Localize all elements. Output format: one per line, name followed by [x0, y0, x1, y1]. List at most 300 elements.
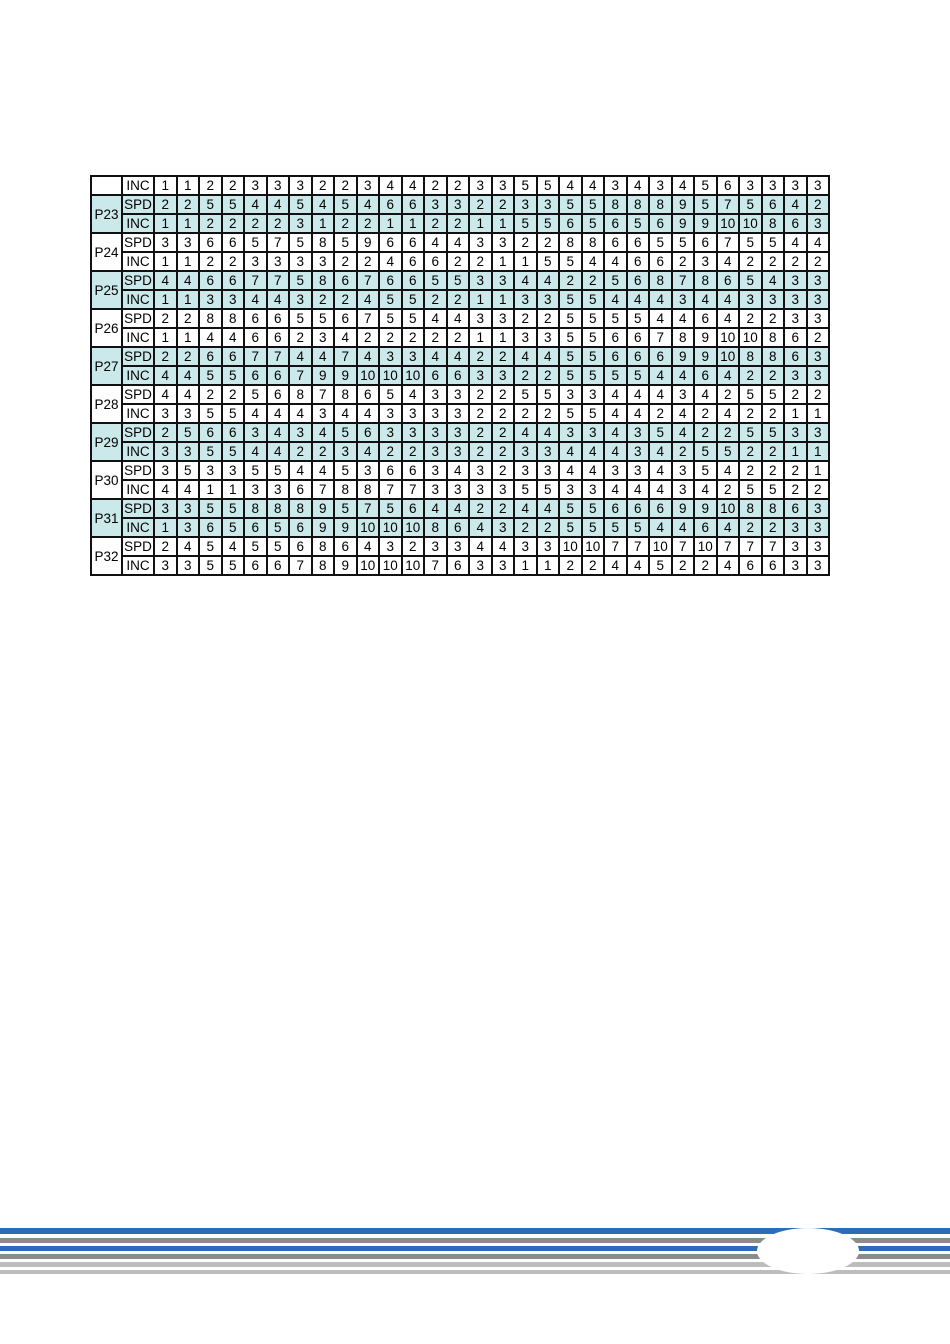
value-cell: 3 — [582, 385, 605, 404]
program-row-p29-spd — [91, 423, 829, 442]
value-cell: 3 — [514, 461, 537, 480]
value-cell: 5 — [222, 499, 245, 518]
value-cell: 8 — [312, 537, 335, 556]
value-cell: 3 — [807, 271, 830, 290]
program-row-p28-spd — [91, 385, 829, 404]
value-cell: 3 — [492, 556, 515, 575]
value-cell: 3 — [627, 442, 650, 461]
value-cell: 6 — [267, 385, 290, 404]
value-cell: 4 — [762, 271, 785, 290]
value-cell: 3 — [492, 271, 515, 290]
value-cell: 1 — [222, 480, 245, 499]
value-cell: 3 — [447, 404, 470, 423]
value-cell: 2 — [469, 252, 492, 271]
value-cell: 6 — [649, 252, 672, 271]
value-cell: 4 — [267, 423, 290, 442]
value-cell: 7 — [604, 537, 627, 556]
row-label-cell: INC — [122, 442, 154, 461]
value-cell: 3 — [492, 233, 515, 252]
value-cell: 3 — [312, 252, 335, 271]
value-cell: 5 — [514, 480, 537, 499]
value-cell: 8 — [672, 328, 695, 347]
value-cell: 4 — [447, 233, 470, 252]
value-cell: 3 — [469, 271, 492, 290]
header-value-cell: 4 — [559, 176, 582, 195]
value-cell: 3 — [559, 385, 582, 404]
value-cell: 2 — [357, 328, 380, 347]
value-cell: 9 — [694, 347, 717, 366]
value-cell: 3 — [289, 290, 312, 309]
value-cell: 2 — [199, 252, 222, 271]
value-cell: 7 — [357, 499, 380, 518]
value-cell: 1 — [154, 252, 177, 271]
value-cell: 2 — [222, 385, 245, 404]
value-cell: 7 — [672, 537, 695, 556]
header-value-cell: 3 — [784, 176, 807, 195]
value-cell: 3 — [154, 233, 177, 252]
value-cell: 5 — [627, 214, 650, 233]
value-cell: 2 — [267, 214, 290, 233]
value-cell: 3 — [784, 537, 807, 556]
value-cell: 2 — [312, 290, 335, 309]
value-cell: 9 — [334, 518, 357, 537]
value-cell: 6 — [604, 233, 627, 252]
value-cell: 4 — [672, 309, 695, 328]
value-cell: 7 — [739, 537, 762, 556]
value-cell: 5 — [424, 271, 447, 290]
header-value-cell: 1 — [177, 176, 200, 195]
value-cell: 3 — [447, 195, 470, 214]
value-cell: 2 — [492, 404, 515, 423]
value-cell: 5 — [694, 195, 717, 214]
value-cell: 4 — [177, 385, 200, 404]
value-cell: 4 — [222, 328, 245, 347]
value-cell: 2 — [784, 385, 807, 404]
value-cell: 5 — [289, 271, 312, 290]
value-cell: 4 — [627, 480, 650, 499]
program-row-p25-spd — [91, 271, 829, 290]
value-cell: 2 — [514, 404, 537, 423]
value-cell: 4 — [177, 480, 200, 499]
value-cell: 10 — [402, 518, 425, 537]
value-cell: 5 — [582, 328, 605, 347]
value-cell: 2 — [154, 423, 177, 442]
value-cell: 5 — [604, 271, 627, 290]
value-cell: 4 — [154, 385, 177, 404]
header-value-cell: 5 — [694, 176, 717, 195]
value-cell: 1 — [807, 404, 830, 423]
value-cell: 5 — [199, 195, 222, 214]
value-cell: 2 — [492, 195, 515, 214]
program-row-p30-inc — [91, 480, 829, 499]
value-cell: 5 — [559, 290, 582, 309]
value-cell: 2 — [717, 423, 740, 442]
value-cell: 4 — [244, 195, 267, 214]
value-cell: 3 — [537, 290, 560, 309]
value-cell: 4 — [222, 537, 245, 556]
value-cell: 4 — [604, 442, 627, 461]
value-cell: 4 — [582, 252, 605, 271]
value-cell: 3 — [807, 290, 830, 309]
header-value-cell: 4 — [402, 176, 425, 195]
value-cell: 6 — [199, 271, 222, 290]
value-cell: 4 — [582, 442, 605, 461]
value-cell: 5 — [267, 518, 290, 537]
value-cell: 5 — [244, 385, 267, 404]
value-cell: 2 — [334, 252, 357, 271]
value-cell: 7 — [717, 233, 740, 252]
value-cell: 4 — [649, 309, 672, 328]
value-cell: 4 — [649, 290, 672, 309]
value-cell: 4 — [559, 461, 582, 480]
value-cell: 2 — [492, 423, 515, 442]
value-cell: 2 — [402, 328, 425, 347]
value-cell: 5 — [604, 366, 627, 385]
value-cell: 5 — [604, 518, 627, 537]
value-cell: 2 — [762, 366, 785, 385]
value-cell: 6 — [784, 214, 807, 233]
value-cell: 3 — [222, 290, 245, 309]
value-cell: 2 — [469, 195, 492, 214]
value-cell: 5 — [762, 480, 785, 499]
value-cell: 2 — [154, 537, 177, 556]
program-row-p26-inc — [91, 328, 829, 347]
value-cell: 4 — [717, 461, 740, 480]
value-cell: 3 — [334, 442, 357, 461]
header-value-cell: 3 — [357, 176, 380, 195]
value-cell: 8 — [604, 195, 627, 214]
value-cell: 5 — [694, 461, 717, 480]
value-cell: 4 — [334, 404, 357, 423]
value-cell: 2 — [582, 556, 605, 575]
value-cell: 6 — [784, 328, 807, 347]
value-cell: 7 — [357, 309, 380, 328]
value-cell: 4 — [514, 423, 537, 442]
value-cell: 6 — [379, 461, 402, 480]
value-cell: 8 — [312, 271, 335, 290]
value-cell: 2 — [582, 271, 605, 290]
value-cell: 4 — [604, 385, 627, 404]
value-cell: 3 — [154, 442, 177, 461]
value-cell: 1 — [154, 518, 177, 537]
value-cell: 6 — [694, 233, 717, 252]
value-cell: 3 — [492, 518, 515, 537]
value-cell: 7 — [244, 271, 267, 290]
value-cell: 4 — [537, 271, 560, 290]
value-cell: 2 — [514, 233, 537, 252]
value-cell: 2 — [672, 556, 695, 575]
program-row-p29-inc — [91, 442, 829, 461]
program-row-p31-inc — [91, 518, 829, 537]
value-cell: 9 — [312, 518, 335, 537]
value-cell: 2 — [492, 499, 515, 518]
value-cell: 5 — [739, 385, 762, 404]
value-cell: 2 — [762, 461, 785, 480]
row-label-cell: INC — [122, 290, 154, 309]
program-row-p25-inc — [91, 290, 829, 309]
value-cell: 3 — [784, 366, 807, 385]
header-value-cell: 2 — [447, 176, 470, 195]
value-cell: 6 — [447, 556, 470, 575]
value-cell: 4 — [649, 385, 672, 404]
program-name-cell: P31 — [91, 499, 122, 537]
value-cell: 3 — [154, 461, 177, 480]
program-name-cell: P32 — [91, 537, 122, 575]
value-cell: 9 — [357, 233, 380, 252]
value-cell: 2 — [762, 518, 785, 537]
value-cell: 5 — [739, 480, 762, 499]
value-cell: 5 — [199, 537, 222, 556]
value-cell: 1 — [492, 328, 515, 347]
value-cell: 1 — [177, 214, 200, 233]
value-cell: 7 — [267, 233, 290, 252]
value-cell: 3 — [357, 461, 380, 480]
value-cell: 4 — [649, 518, 672, 537]
value-cell: 4 — [267, 404, 290, 423]
value-cell: 8 — [739, 499, 762, 518]
value-cell: 4 — [334, 328, 357, 347]
header-value-cell: 5 — [514, 176, 537, 195]
value-cell: 3 — [582, 480, 605, 499]
value-cell: 5 — [739, 423, 762, 442]
value-cell: 2 — [739, 404, 762, 423]
value-cell: 6 — [267, 328, 290, 347]
value-cell: 4 — [784, 233, 807, 252]
program-row-p28-inc — [91, 404, 829, 423]
value-cell: 10 — [649, 537, 672, 556]
value-cell: 6 — [627, 499, 650, 518]
value-cell: 3 — [627, 423, 650, 442]
value-cell: 4 — [357, 347, 380, 366]
value-cell: 1 — [807, 442, 830, 461]
value-cell: 5 — [627, 309, 650, 328]
value-cell: 4 — [694, 480, 717, 499]
value-cell: 5 — [222, 556, 245, 575]
value-cell: 2 — [762, 442, 785, 461]
value-cell: 6 — [447, 518, 470, 537]
row-label-cell: INC — [122, 480, 154, 499]
value-cell: 1 — [177, 252, 200, 271]
header-label: INC — [122, 176, 154, 195]
value-cell: 2 — [424, 214, 447, 233]
program-row-p24-spd — [91, 233, 829, 252]
value-cell: 5 — [447, 271, 470, 290]
value-cell: 6 — [222, 233, 245, 252]
value-cell: 9 — [694, 214, 717, 233]
value-cell: 2 — [807, 385, 830, 404]
value-cell: 6 — [222, 347, 245, 366]
value-cell: 3 — [537, 537, 560, 556]
value-cell: 6 — [694, 366, 717, 385]
value-cell: 5 — [739, 271, 762, 290]
value-cell: 8 — [334, 480, 357, 499]
value-cell: 5 — [402, 290, 425, 309]
value-cell: 6 — [762, 556, 785, 575]
value-cell: 2 — [694, 423, 717, 442]
value-cell: 8 — [762, 214, 785, 233]
value-cell: 1 — [469, 290, 492, 309]
value-cell: 3 — [807, 347, 830, 366]
value-cell: 2 — [492, 347, 515, 366]
value-cell: 6 — [357, 385, 380, 404]
value-cell: 10 — [717, 499, 740, 518]
row-label-cell: SPD — [122, 423, 154, 442]
value-cell: 4 — [627, 290, 650, 309]
value-cell: 2 — [469, 347, 492, 366]
value-cell: 5 — [334, 499, 357, 518]
value-cell: 3 — [469, 556, 492, 575]
value-cell: 4 — [424, 499, 447, 518]
value-cell: 5 — [717, 442, 740, 461]
value-cell: 2 — [739, 518, 762, 537]
value-cell: 6 — [649, 499, 672, 518]
value-cell: 2 — [537, 404, 560, 423]
value-cell: 7 — [627, 537, 650, 556]
value-cell: 5 — [762, 385, 785, 404]
value-cell: 5 — [582, 195, 605, 214]
value-cell: 3 — [199, 290, 222, 309]
value-cell: 6 — [762, 195, 785, 214]
value-cell: 5 — [289, 309, 312, 328]
value-cell: 3 — [469, 461, 492, 480]
program-row-p32-inc — [91, 556, 829, 575]
value-cell: 6 — [402, 252, 425, 271]
value-cell: 4 — [289, 347, 312, 366]
value-cell: 6 — [357, 423, 380, 442]
program-name-cell: P23 — [91, 195, 122, 233]
value-cell: 6 — [402, 233, 425, 252]
value-cell: 3 — [424, 537, 447, 556]
value-cell: 3 — [492, 480, 515, 499]
value-cell: 3 — [177, 442, 200, 461]
header-value-cell: 2 — [334, 176, 357, 195]
value-cell: 1 — [469, 214, 492, 233]
value-cell: 3 — [177, 556, 200, 575]
value-cell: 3 — [604, 461, 627, 480]
value-cell: 7 — [762, 537, 785, 556]
value-cell: 4 — [469, 537, 492, 556]
value-cell: 3 — [807, 366, 830, 385]
value-cell: 3 — [807, 499, 830, 518]
value-cell: 4 — [559, 442, 582, 461]
value-cell: 2 — [469, 404, 492, 423]
value-cell: 2 — [537, 309, 560, 328]
value-cell: 2 — [222, 252, 245, 271]
value-cell: 10 — [379, 518, 402, 537]
value-cell: 3 — [424, 404, 447, 423]
value-cell: 4 — [537, 423, 560, 442]
value-cell: 8 — [289, 385, 312, 404]
value-cell: 2 — [739, 461, 762, 480]
value-cell: 7 — [312, 385, 335, 404]
value-cell: 3 — [177, 518, 200, 537]
value-cell: 2 — [177, 309, 200, 328]
value-cell: 5 — [559, 366, 582, 385]
row-label-cell: SPD — [122, 537, 154, 556]
program-row-p23-spd — [91, 195, 829, 214]
value-cell: 4 — [627, 385, 650, 404]
header-value-cell: 3 — [244, 176, 267, 195]
value-cell: 5 — [289, 195, 312, 214]
value-cell: 7 — [289, 366, 312, 385]
value-cell: 5 — [559, 404, 582, 423]
value-cell: 3 — [672, 480, 695, 499]
value-cell: 2 — [537, 366, 560, 385]
value-cell: 3 — [784, 423, 807, 442]
value-cell: 8 — [312, 556, 335, 575]
program-row-p24-inc — [91, 252, 829, 271]
value-cell: 4 — [447, 461, 470, 480]
program-row-p31-spd — [91, 499, 829, 518]
value-cell: 5 — [627, 366, 650, 385]
value-cell: 6 — [334, 537, 357, 556]
value-cell: 4 — [672, 423, 695, 442]
value-cell: 5 — [514, 385, 537, 404]
value-cell: 4 — [357, 404, 380, 423]
value-cell: 5 — [582, 499, 605, 518]
value-cell: 4 — [154, 480, 177, 499]
program-row-p30-spd — [91, 461, 829, 480]
value-cell: 5 — [222, 404, 245, 423]
value-cell: 4 — [379, 252, 402, 271]
value-cell: 2 — [807, 252, 830, 271]
value-cell: 3 — [807, 518, 830, 537]
value-cell: 8 — [762, 499, 785, 518]
header-value-cell: 3 — [807, 176, 830, 195]
value-cell: 3 — [469, 366, 492, 385]
value-cell: 9 — [672, 347, 695, 366]
value-cell: 4 — [717, 252, 740, 271]
value-cell: 6 — [289, 480, 312, 499]
value-cell: 4 — [154, 271, 177, 290]
value-cell: 5 — [379, 385, 402, 404]
value-cell: 4 — [514, 347, 537, 366]
value-cell: 3 — [379, 423, 402, 442]
value-cell: 4 — [244, 290, 267, 309]
value-cell: 10 — [739, 214, 762, 233]
value-cell: 3 — [424, 442, 447, 461]
program-name-cell: P30 — [91, 461, 122, 499]
value-cell: 5 — [537, 480, 560, 499]
value-cell: 2 — [424, 290, 447, 309]
value-cell: 10 — [402, 556, 425, 575]
value-cell: 4 — [447, 347, 470, 366]
value-cell: 2 — [739, 366, 762, 385]
value-cell: 6 — [379, 233, 402, 252]
value-cell: 5 — [199, 442, 222, 461]
value-cell: 4 — [717, 518, 740, 537]
value-cell: 1 — [784, 404, 807, 423]
value-cell: 6 — [627, 328, 650, 347]
value-cell: 5 — [559, 195, 582, 214]
value-cell: 5 — [222, 366, 245, 385]
value-cell: 4 — [357, 442, 380, 461]
value-cell: 4 — [537, 499, 560, 518]
value-cell: 3 — [379, 537, 402, 556]
value-cell: 10 — [717, 347, 740, 366]
value-cell: 3 — [807, 309, 830, 328]
header-value-cell: 3 — [649, 176, 672, 195]
value-cell: 1 — [492, 252, 515, 271]
value-cell: 6 — [199, 347, 222, 366]
value-cell: 3 — [424, 423, 447, 442]
value-cell: 3 — [514, 328, 537, 347]
value-cell: 4 — [469, 518, 492, 537]
value-cell: 3 — [267, 480, 290, 499]
value-cell: 9 — [694, 499, 717, 518]
value-cell: 10 — [379, 366, 402, 385]
value-cell: 4 — [402, 385, 425, 404]
